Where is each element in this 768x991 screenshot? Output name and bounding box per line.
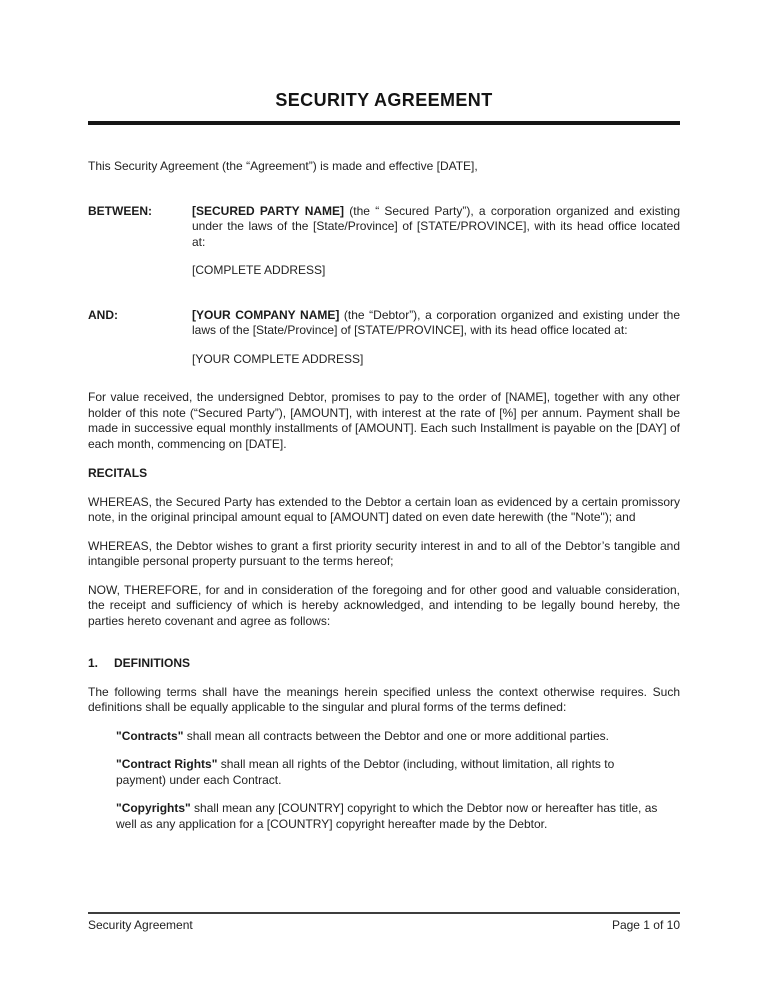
secured-party-name-placeholder: [SECURED PARTY NAME]: [192, 203, 345, 218]
definition-copyrights-text: shall mean any [COUNTRY] copyright to which the Debtor now or hereafter has title, as well as any application for a [COUNTRY] copyright hereafter made by the Debtor.: [116, 801, 658, 831]
footer-document-title: Security Agreement: [88, 918, 193, 932]
definition-contracts-term: "Contracts": [116, 728, 184, 743]
document-title: SECURITY AGREEMENT: [275, 90, 493, 110]
definitions-section-number: 1.: [88, 656, 99, 670]
document-body: [88, 0, 680, 832]
and-section: [88, 308, 680, 368]
definition-contract-rights-term: "Contract Rights": [116, 757, 218, 771]
definitions-heading: [88, 656, 680, 672]
debtor-text: (the “Debtor”), a corporation organized and existing under the laws of the [State/Province] of [STATE/PROVINCE], with its head office located at:: [192, 307, 680, 337]
value-received-paragraph: For value received, the undersigned Debtor, promises to pay to the order of [NAME], together with any other holder of this note (“Secured Party”), [AMOUNT], with interest at the rate of [%] per annum. Payment shall be made in successive equal monthly installments of [AMOUNT]. Each such Installment is payable on the [DAY] of each month, commencing on [DATE].: [88, 390, 680, 451]
and-label: AND:: [88, 307, 118, 322]
recitals-heading: RECITALS: [88, 466, 148, 480]
company-name-placeholder: [YOUR COMPANY NAME]: [192, 307, 340, 322]
whereas-paragraph-1: WHEREAS, the Secured Party has extended to the Debtor a certain loan as evidenced by a certain promissory note, in the original principal amount equal to [AMOUNT] dated on even date herewith (the "Note"); and: [88, 494, 680, 524]
title-divider-rule: [88, 121, 680, 125]
page-footer: [88, 912, 680, 933]
definition-copyrights-term: "Copyrights": [116, 801, 191, 815]
debtor-paragraph: [192, 308, 680, 339]
secured-party-text: (the “ Secured Party”), a corporation organized and existing under the laws of the [State/Province] of [STATE/PROVINCE], with its head office located at:: [192, 203, 680, 249]
company-address-placeholder: [YOUR COMPLETE ADDRESS]: [192, 351, 364, 366]
secured-party-address-placeholder: [COMPLETE ADDRESS]: [192, 263, 326, 277]
whereas-paragraph-2: WHEREAS, the Debtor wishes to grant a first priority security interest in and to all of the Debtor’s tangible and intangible personal property pursuant to the terms hereof;: [88, 538, 680, 568]
between-label: BETWEEN:: [88, 203, 152, 218]
definition-contracts: [116, 729, 661, 745]
between-body: [192, 204, 680, 279]
secured-party-paragraph: [192, 204, 680, 251]
definition-copyrights: [116, 801, 661, 832]
now-therefore-paragraph: NOW, THEREFORE, for and in consideration of the foregoing and for other good and valuable consideration, the receipt and sufficiency of which is hereby acknowledged, and intending to be legally bound hereby, the parties hereto covenant and agree as follows:: [88, 582, 680, 628]
definition-contracts-text: shall mean all contracts between the Debtor and one or more additional parties.: [183, 728, 609, 743]
definitions-intro-paragraph: The following terms shall have the meanings herein specified unless the context otherwise requires. Such definitions shall be equally applicable to the singular and plural forms of the terms defined:: [88, 684, 680, 714]
definition-contract-rights-text: shall mean all rights of the Debtor (including, without limitation, all rights to payment) under each Contract.: [116, 757, 615, 787]
definitions-heading-label: DEFINITIONS: [114, 656, 191, 670]
definition-contract-rights: [116, 757, 661, 788]
between-section: [88, 204, 680, 279]
footer-page-number: Page 1 of 10: [611, 918, 680, 932]
intro-paragraph: This Security Agreement (the “Agreement”) is made and effective [DATE],: [88, 159, 478, 173]
and-body: [192, 308, 680, 368]
